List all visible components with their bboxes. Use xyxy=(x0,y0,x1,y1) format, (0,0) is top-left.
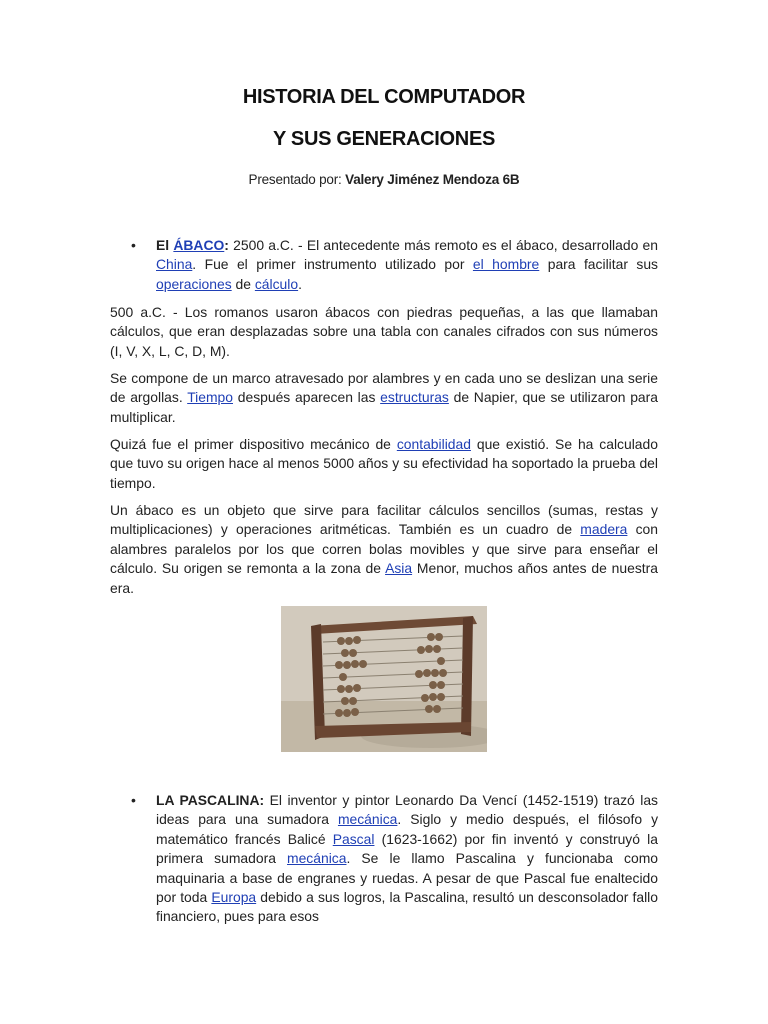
text-span: que existió. Se ha calculado que tuvo su origen hace al menos 5000 años y su efectividad ha soportado la prueba del tiempo. xyxy=(110,436,658,491)
calculo-link[interactable]: cálculo xyxy=(254,275,299,292)
presented-label: Presentado por: xyxy=(248,172,346,187)
pascalina-bullet-text xyxy=(156,791,658,927)
document-subtitle: Y SUS GENERACIONES xyxy=(272,128,496,150)
text-span: de xyxy=(231,275,255,292)
text-span: de Napier, que se utilizaron para multiplicar. xyxy=(110,389,659,425)
text-span: (1623-1662) por fin inventó y construyó la primera sumadora xyxy=(156,830,658,867)
text-span: El inventor y pintor Leonardo Da Vencí (1452-1519) trazó las ideas para una sumadora xyxy=(156,792,658,828)
text-span: debido a sus logros, la Pascalina, resultó un desconsolador fallo financiero, pues para esos xyxy=(156,889,658,925)
mecanica-link[interactable]: mecánica xyxy=(337,811,398,828)
estructuras-link[interactable]: estructuras xyxy=(380,389,449,406)
text-span: Un ábaco es un objeto que sirve para facilitar cálculos sencillos (sumas, restas y multiplicaciones) y operaciones aritméticas. También es un cuadro de xyxy=(110,502,658,538)
paragraph-romanos: 500 a.C. - Los romanos usaron ábacos con piedras pequeñas, a las que llamaban cálculos, que eran desplazadas sobre una tabla con canales cifrados con sus números (I, V, X, L, C, D, M). xyxy=(110,304,658,359)
contabilidad-link[interactable]: contabilidad xyxy=(396,436,471,452)
text-span: Quizá fue el primer dispositivo mecánico de xyxy=(110,436,397,452)
text-span: . Se le llamo Pascalina y funcionaba como maquinaria a base de engranes y ruedas. A pesar de que Pascal fue enaltecido por toda xyxy=(156,850,658,906)
bullet-point: • xyxy=(131,792,136,808)
paragraph-objeto xyxy=(110,501,658,598)
el-label: El xyxy=(156,237,174,253)
operaciones-link[interactable]: operaciones xyxy=(156,275,232,292)
tiempo-link[interactable]: Tiempo xyxy=(187,389,233,406)
hombre-link[interactable]: el hombre xyxy=(472,256,540,273)
paragraph-compone xyxy=(110,369,658,427)
abaco-link[interactable]: ÁBACO xyxy=(173,237,225,253)
abaco-bullet-text xyxy=(156,236,658,294)
china-link[interactable]: China xyxy=(156,256,193,273)
author-name: Valery Jiménez Mendoza 6B xyxy=(345,172,520,187)
pascal-link[interactable]: Pascal xyxy=(332,830,375,847)
europa-link[interactable]: Europa xyxy=(211,889,257,906)
paragraph-contabilidad xyxy=(110,435,658,493)
text-span: Menor, muchos años antes de nuestra era. xyxy=(110,560,658,596)
asia-link[interactable]: Asia xyxy=(385,560,413,577)
mecanica-link-2[interactable]: mecánica xyxy=(287,850,347,867)
text-span: con alambres paralelos por los que corren bolas movibles y que sirve para enseñar el cálculo. Su origen se remonta a la zona de xyxy=(110,521,658,577)
presented-by xyxy=(0,172,768,187)
text-span: . Siglo y medio después, el filósofo y matemático francés Balicé xyxy=(156,811,659,847)
colon: : xyxy=(224,237,229,253)
text-span: para facilitar sus xyxy=(539,256,659,273)
abacus-photo xyxy=(281,606,487,752)
document-title: HISTORIA DEL COMPUTADOR xyxy=(242,86,526,108)
text-span: . xyxy=(298,275,302,292)
bullet-point: • xyxy=(131,237,136,253)
abacus-illustration xyxy=(281,606,487,752)
text-span: Se compone de un marco atravesado por alambres y en cada uno se deslizan una serie de argollas. xyxy=(110,370,658,406)
text-span: después aparecen las xyxy=(233,389,381,406)
pascalina-heading: LA PASCALINA: xyxy=(156,792,265,808)
madera-link[interactable]: madera xyxy=(580,521,628,538)
text-span: 2500 a.C. - El antecedente más remoto es el ábaco, desarrollado en xyxy=(228,237,658,253)
text-span: . Fue el primer instrumento utilizado por xyxy=(192,256,473,273)
